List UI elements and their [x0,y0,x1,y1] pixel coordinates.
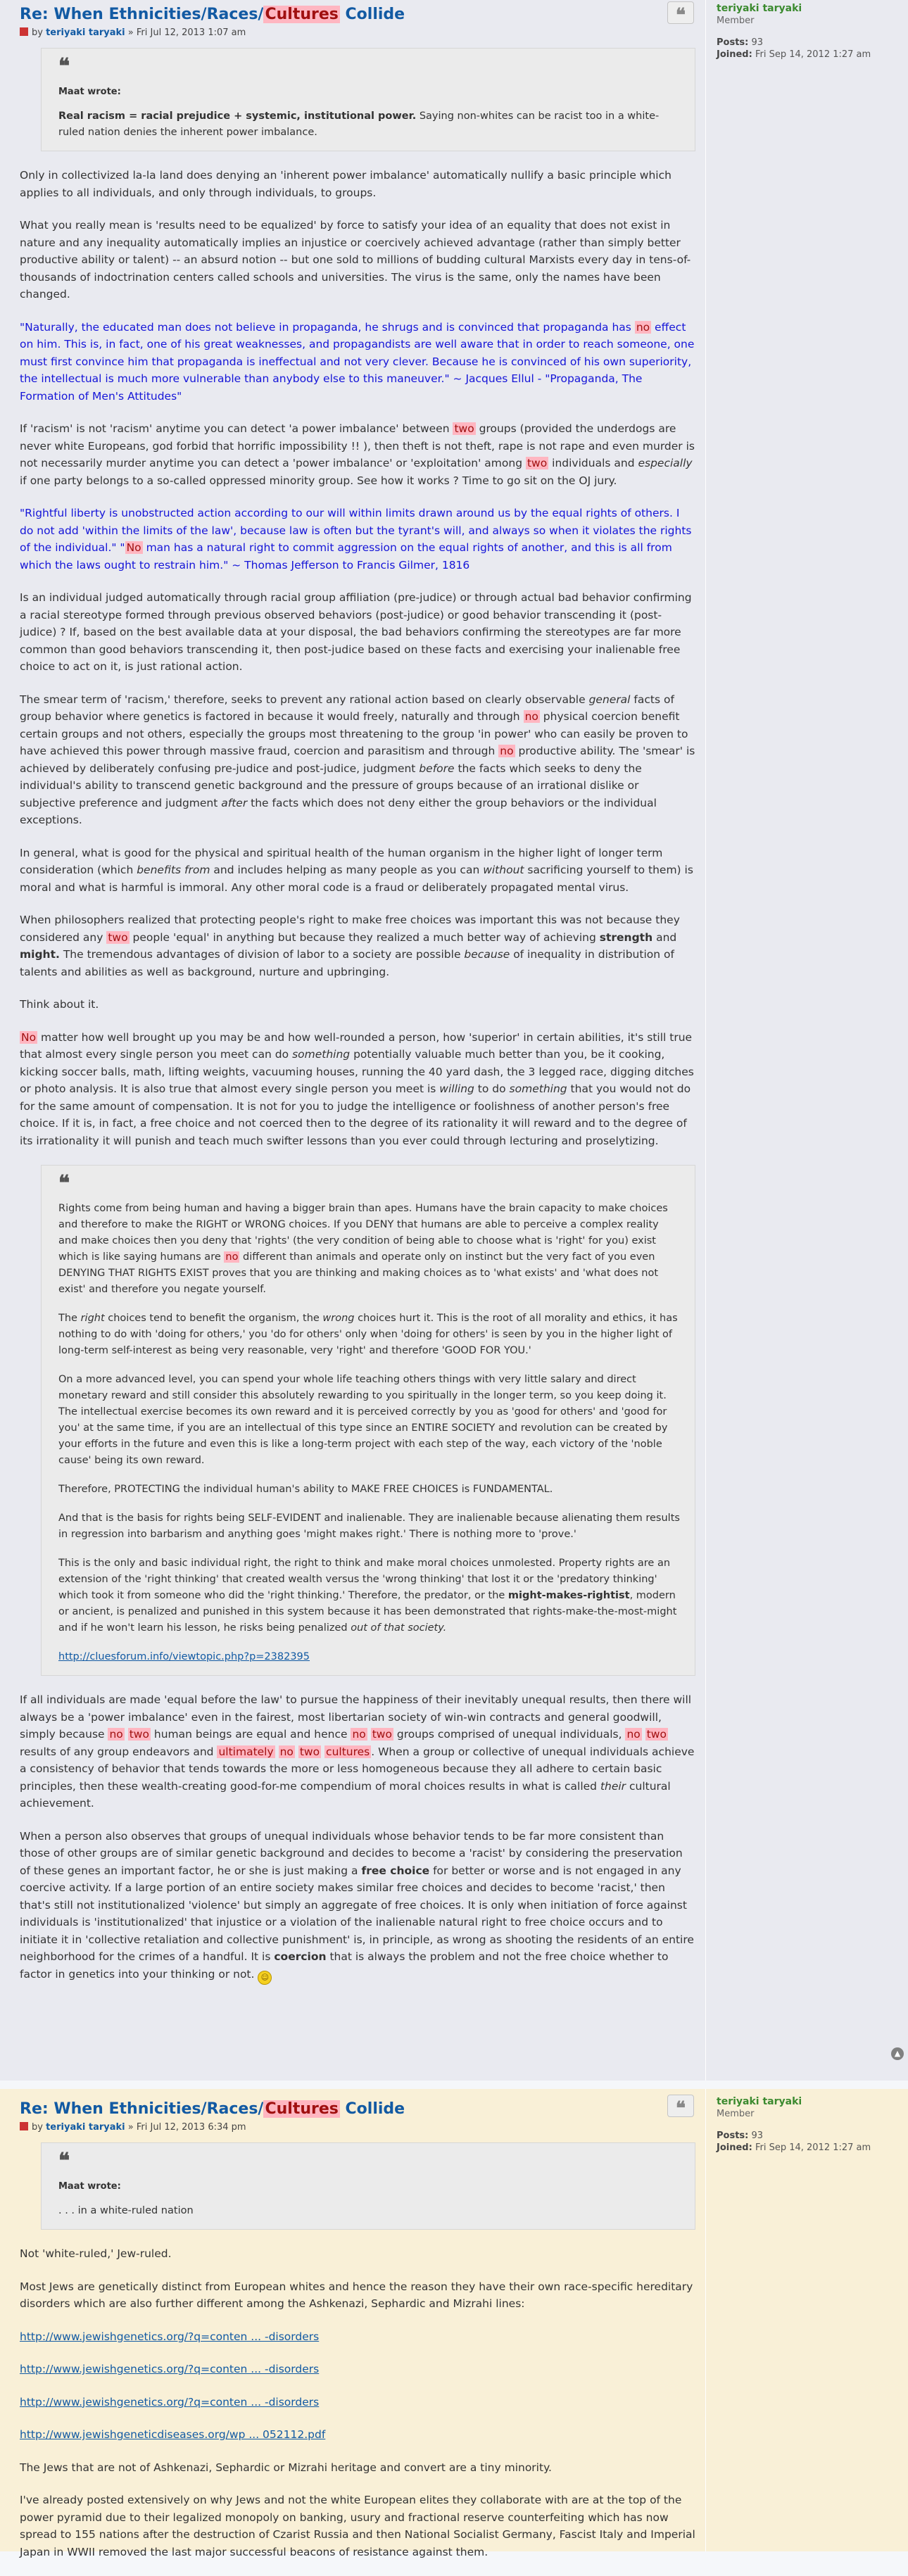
profile-panel [717,2096,871,2154]
post-2 [0,2089,908,2558]
posts-label: Posts: [717,37,749,48]
author-link[interactable]: teriyaki taryaki [46,27,125,38]
post-title[interactable]: Re: When Ethnicities/Races/Cultures Collide [20,6,405,23]
quote-mark-icon: ❝ [58,2149,70,2173]
ellul-quote: "Naturally, the educated man does not believe in propaganda, he shrugs and is convinced that propaganda has no effect on him. This is, in fact, one of his great weaknesses, and propagandists are well aware that in order to reach someone, one must first convince him that propaganda is ineffectual and not very clever. Because he is convinced of his own superiority, the intellectual is much more vulnerable than anybody else to this maneuver." ~ Jacques Ellul - "Propaganda, The Formation of Men's Attitudes" [20,320,695,403]
smile-icon: ☺ [258,1971,272,1985]
author-link[interactable]: teriyaki taryaki [46,2122,125,2133]
profile-rank: Member [717,15,755,26]
post-divider [705,0,706,2081]
post-divider [705,2089,706,2551]
external-link[interactable]: http://www.jewishgenetics.org/?q=conten ... -disorders [20,2395,320,2408]
post-byline: by teriyaki taryaki » Fri Jul 12, 2013 1:07 am [20,27,695,39]
joined-label: Joined: [717,49,752,60]
blockquote: ❝ Maat wrote: Real racism = racial prejudice + systemic, institutional power. Saying non-whites can be racist too in a white-ruled nation denies the inherent power imbalance. [41,48,695,151]
paragraph: If 'racism' is not 'racism' anytime you can detect 'a power imbalance' between two groups (provided the underdogs are never white Europeans, god forbid that horrific impossibility !! ), then theft is not theft, rape is not rape and even murder is not necessarily murder anytime you can detect a 'power imbalance' or 'exploitation' among two individuals and especially if one party belongs to a so-called oppressed minority group. See how it works ? Time to go sit on the OJ jury. [20,422,695,487]
external-link[interactable]: http://www.jewishgenetics.org/?q=conten ... -disorders [20,2363,320,2375]
paragraph: Not 'white-ruled,' Jew-ruled. [20,2247,172,2260]
quote-cite: Maat wrote: [58,2181,121,2192]
paragraph: Most Jews are genetically distinct from European whites and hence the reason they have their own race-specific hereditary disorders which are also further different among the Ashkenazi, Sephardic and Mizrahi lines: [20,2280,693,2310]
paragraph: What you really mean is 'results need to be equalized' by force to satisfy your idea of an equality that does not exist in nature and any inequality automatically implies an injustice or coercively achieved advantage (rather than simply better productive ability or talent) -- an absurd notion -- but one sold to millions of budding cultural Marxists every day in tens-of-thousands of indoctrination centers called schools and universities. The virus is the same, only the names have been changed. [20,219,691,301]
joined-date: Fri Sep 14, 2012 1:27 am [755,2142,871,2153]
post-date: Fri Jul 12, 2013 1:07 am [136,27,246,38]
post-byline: by teriyaki taryaki » Fri Jul 12, 2013 6:34 pm [20,2121,695,2134]
paragraph: The smear term of 'racism,' therefore, seeks to prevent any rational action based on clearly observable general facts of group behavior where genetics is factored in because it would freely, naturally and through no physical coercion benefit certain groups and not others, especially the groups most threatening to the group 'in power' who can easily be proven to have achieved this power through massive fraud, coercion and parasitism and through no productive ability. The 'smear' is achieved by deliberately confusing pre-judice and post-judice, judgment before the facts which seeks to deny the individual's ability to transcend genetic background and the pressure of groups because of an irrational dislike or subjective preference and judgment after the facts which does not deny either the group behaviors or the individual exceptions. [20,693,695,826]
profile-username[interactable]: teriyaki taryaki [717,2096,802,2107]
quote-mark-icon: ❝ [58,1171,70,1196]
post-content [20,2142,695,2561]
paragraph: In general, what is good for the physical and spiritual health of the human organism in the higher light of longer term consideration (which benefits from and includes helping as many people as you can without sacrificing yourself to them) is moral and what is harmful is immoral. Any other moral code is a fraud or deliberately propagated mental virus. [20,846,693,894]
quote-icon: ❝ [676,5,686,26]
post-body [20,0,695,2000]
post-content [20,48,695,1985]
posts-count[interactable]: 93 [751,37,764,48]
quote-cite: Maat wrote: [58,87,121,97]
profile-username[interactable]: teriyaki taryaki [717,3,802,14]
post-body [20,2095,695,2576]
post-icon [20,2122,28,2130]
paragraph: Is an individual judged automatically through racial group affiliation (pre-judice) or through actual bad behavior confirming a racial stereotype formed through previous observed behaviors (post-judice) or good behavior transcending it (post-judice) ? If, based on the best available data at your disposal, the bad behaviors confirming the stereotypes are far more common than good behaviors transcending it, then post-judice based on these facts and exercising your inalienable free choice to act on it, is just rational action. [20,591,692,673]
quote-mark-icon: ❝ [58,54,70,79]
paragraph: I've already posted extensively on why Jews and not the white European elites they collaborate with are at the top of the power pyramid due to their legalized monopoly on banking, usury and fractional reserve counterfeiting which has now spread to 155 nations after the destruction of Czarist Russia and then National Socialist Germany, Fascist Italy and Imperial Japan in WWII removed the last major successful beacons of resistance against them. [20,2494,695,2558]
paragraph: The Jews that are not of Ashkenazi, Sephardic or Mizrahi heritage and convert are a tiny minority. [20,2461,552,2474]
blockquote: ❝ Maat wrote: . . . in a white-ruled nation [41,2142,695,2230]
post-icon [20,27,28,36]
posts-count[interactable]: 93 [751,2130,764,2141]
profile-panel [717,3,871,61]
paragraph: If all individuals are made 'equal before the law' to pursue the happiness of their inevitably unequal results, then there will always be a 'power imbalance' even in the fairest, most libertarian society of win-win contracts and general goodwill, simply because no two human beings are equal and hence no two groups comprised of unequal individuals, no two results of any group endeavors and ultimately no two cultures . When a group or collective of unequal individuals achieve a consistency of behavior that tends towards the more or less homogeneous because they all adhere to certain basic principles, then these wealth-creating good-for-me compendium of moral choices results in what is called their cultural achievement. [20,1693,695,1810]
back-to-top-icon[interactable]: ▲ [891,2047,904,2060]
posts-label: Posts: [717,2130,749,2141]
blockquote: ❝ Rights come from being human and having a bigger brain than apes. Humans have the brain capacity to make choices and therefore to make the RIGHT or WRONG choices. If you DENY that humans are able to perceive a complex reality and make choices then you deny that 'rights' (the very condition of being able to choose what is 'right' for you) exist which is like saying humans are no different than animals and operate only on instinct but the very fact of you even DENYING THAT RIGHTS EXIST proves that you are thinking and making choices as to 'what exists' and 'what does not exist' and therefore you negate yourself. The right choices tend to benefit the organism, the wrong choices hurt it. This is the root of all morality and ethics, it has nothing to do with 'doing for others,' you 'do for others' only when 'doing for others' is seen by you in the higher light of long-term self-interest as being very reasonable, very 'right' and therefore 'GOOD FOR YOU.' On a more advanced level, you can spend your whole life teaching others things with very little salary and direct monetary reward and still consider this absolutely rewarding to you spiritually in the longer term, so you keep doing it. The intellectual exercise becomes its own reward and it is perceived correctly by you as 'good for others' and 'good for you' at the same time, if you are an intellectual of this type since an ENTIRE SOCIETY and revolution can be created by your efforts in the future and even this is like a long-term project with each step of the way, each victory of the 'noble cause' being its own reward. Therefore, PROTECTING the individual human's ability to MAKE FREE CHOICES is FUNDAMENTAL. And that is the basis for rights being SELF-EVIDENT and inalienable. They are inalienable because alienating them results in regression into barbarism and anything goes 'might makes right.' There is nothing more to 'prove.' This is the only and basic individual right, the right to think and make moral choices unmolested. Property rights are an extension of the 'right thinking' that created wealth versus the 'wrong thinking' that lost it or the 'predatory thinking' which took it from someone who did the 'right thinking.' Therefore, the predator, or the might-makes-rightist, modern or ancient, is penalized and punished in this system because it has been demonstrated that rights-make-the-most-might and if he won't learn his lesson, he risks being penalized out of that society. http://cluesforum.info/viewtopic.php?p=2382395 [41,1165,695,1676]
post-title[interactable]: Re: When Ethnicities/Races/Cultures Collide [20,2100,405,2118]
paragraph: When philosophers realized that protecting people's right to make free choices was important this was not because they considered any two people 'equal' in anything but because they realized a much better way of achieving strength and might. The tremendous advantages of division of labor to a society are possible because of inequality in distribution of talents and abilities as well as background, nurture and upbringing. [20,914,680,978]
paragraph: No matter how well brought up you may be and how well-rounded a person, how 'superior' in certain abilities, it's still true that almost every single person you meet can do something potentially valuable much better than you, be it cooking, kicking soccer balls, math, lifting weights, vacuuming houses, running the 40 yard dash, the 3 legged race, digging ditches or photo analysis. It is also true that almost every single person you meet is willing to do something that you would not do for the same amount of compensation. It is not for you to judge the intelligence or foolishness of another person's free choice. If it is, in fact, a free choice and not coerced then to the degree of its rationality it will reward and to the degree of its irrationality it will punish and teach much swifter lessons than you ever could through lecturing and proselytizing. [20,1030,694,1147]
profile-rank: Member [717,2109,755,2119]
joined-date: Fri Sep 14, 2012 1:27 am [755,49,871,60]
jefferson-quote: "Rightful liberty is unobstructed action according to our will within limits drawn around us by the equal rights of others. I do not add 'within the limits of the law', because law is often but the tyrant's will, and always so when it violates the rights of the individual." " No man has a natural right to commit aggression on the equal rights of another, and this is all from which the laws ought to restrain him." ~ Thomas Jefferson to Francis Gilmer, 1816 [20,507,692,572]
quote-source-link[interactable]: http://cluesforum.info/viewtopic.php?p=2382395 [58,1651,310,1662]
external-link[interactable]: http://www.jewishgeneticdiseases.org/wp ... 052112.pdf [20,2428,326,2441]
paragraph: Think about it. [20,998,99,1011]
post-date: Fri Jul 12, 2013 6:34 pm [136,2122,246,2133]
joined-label: Joined: [717,2142,752,2153]
external-link[interactable]: http://www.jewishgenetics.org/?q=conten ... -disorders [20,2330,320,2343]
paragraph: When a person also observes that groups of unequal individuals whose behavior tends to be far more consistent than those of other groups are of similar genetic background and decides to become a 'racist' by considering the preservation of these genes an important factor, he or she is just making a free choice for better or worse and is not engaged in any coercive activity. If a large portion of an entire society makes similar free choices and decides to become 'racist,' then that's still not institutionalized 'violence' but simply an aggregate of free choices. It is only when initiation of force against individuals is 'institutionalized' that injustice or a violation of the inalienable natural right to free choice occurs and to initiate it in 'collective retaliation and collective punishment' is, in principle, as wrong as shooting the residents of an entire neighborhood for the crimes of a handful. It is coercion that is always the problem and not the free choice whether to factor in genetics into your thinking or not. ☺ [20,1828,695,1985]
quote-icon: ❝ [676,2098,686,2119]
paragraph: Only in collectivized la-la land does denying an 'inherent power imbalance' automatically nullify a basic principle which applies to all individuals, and only through individuals, to groups. [20,169,671,199]
